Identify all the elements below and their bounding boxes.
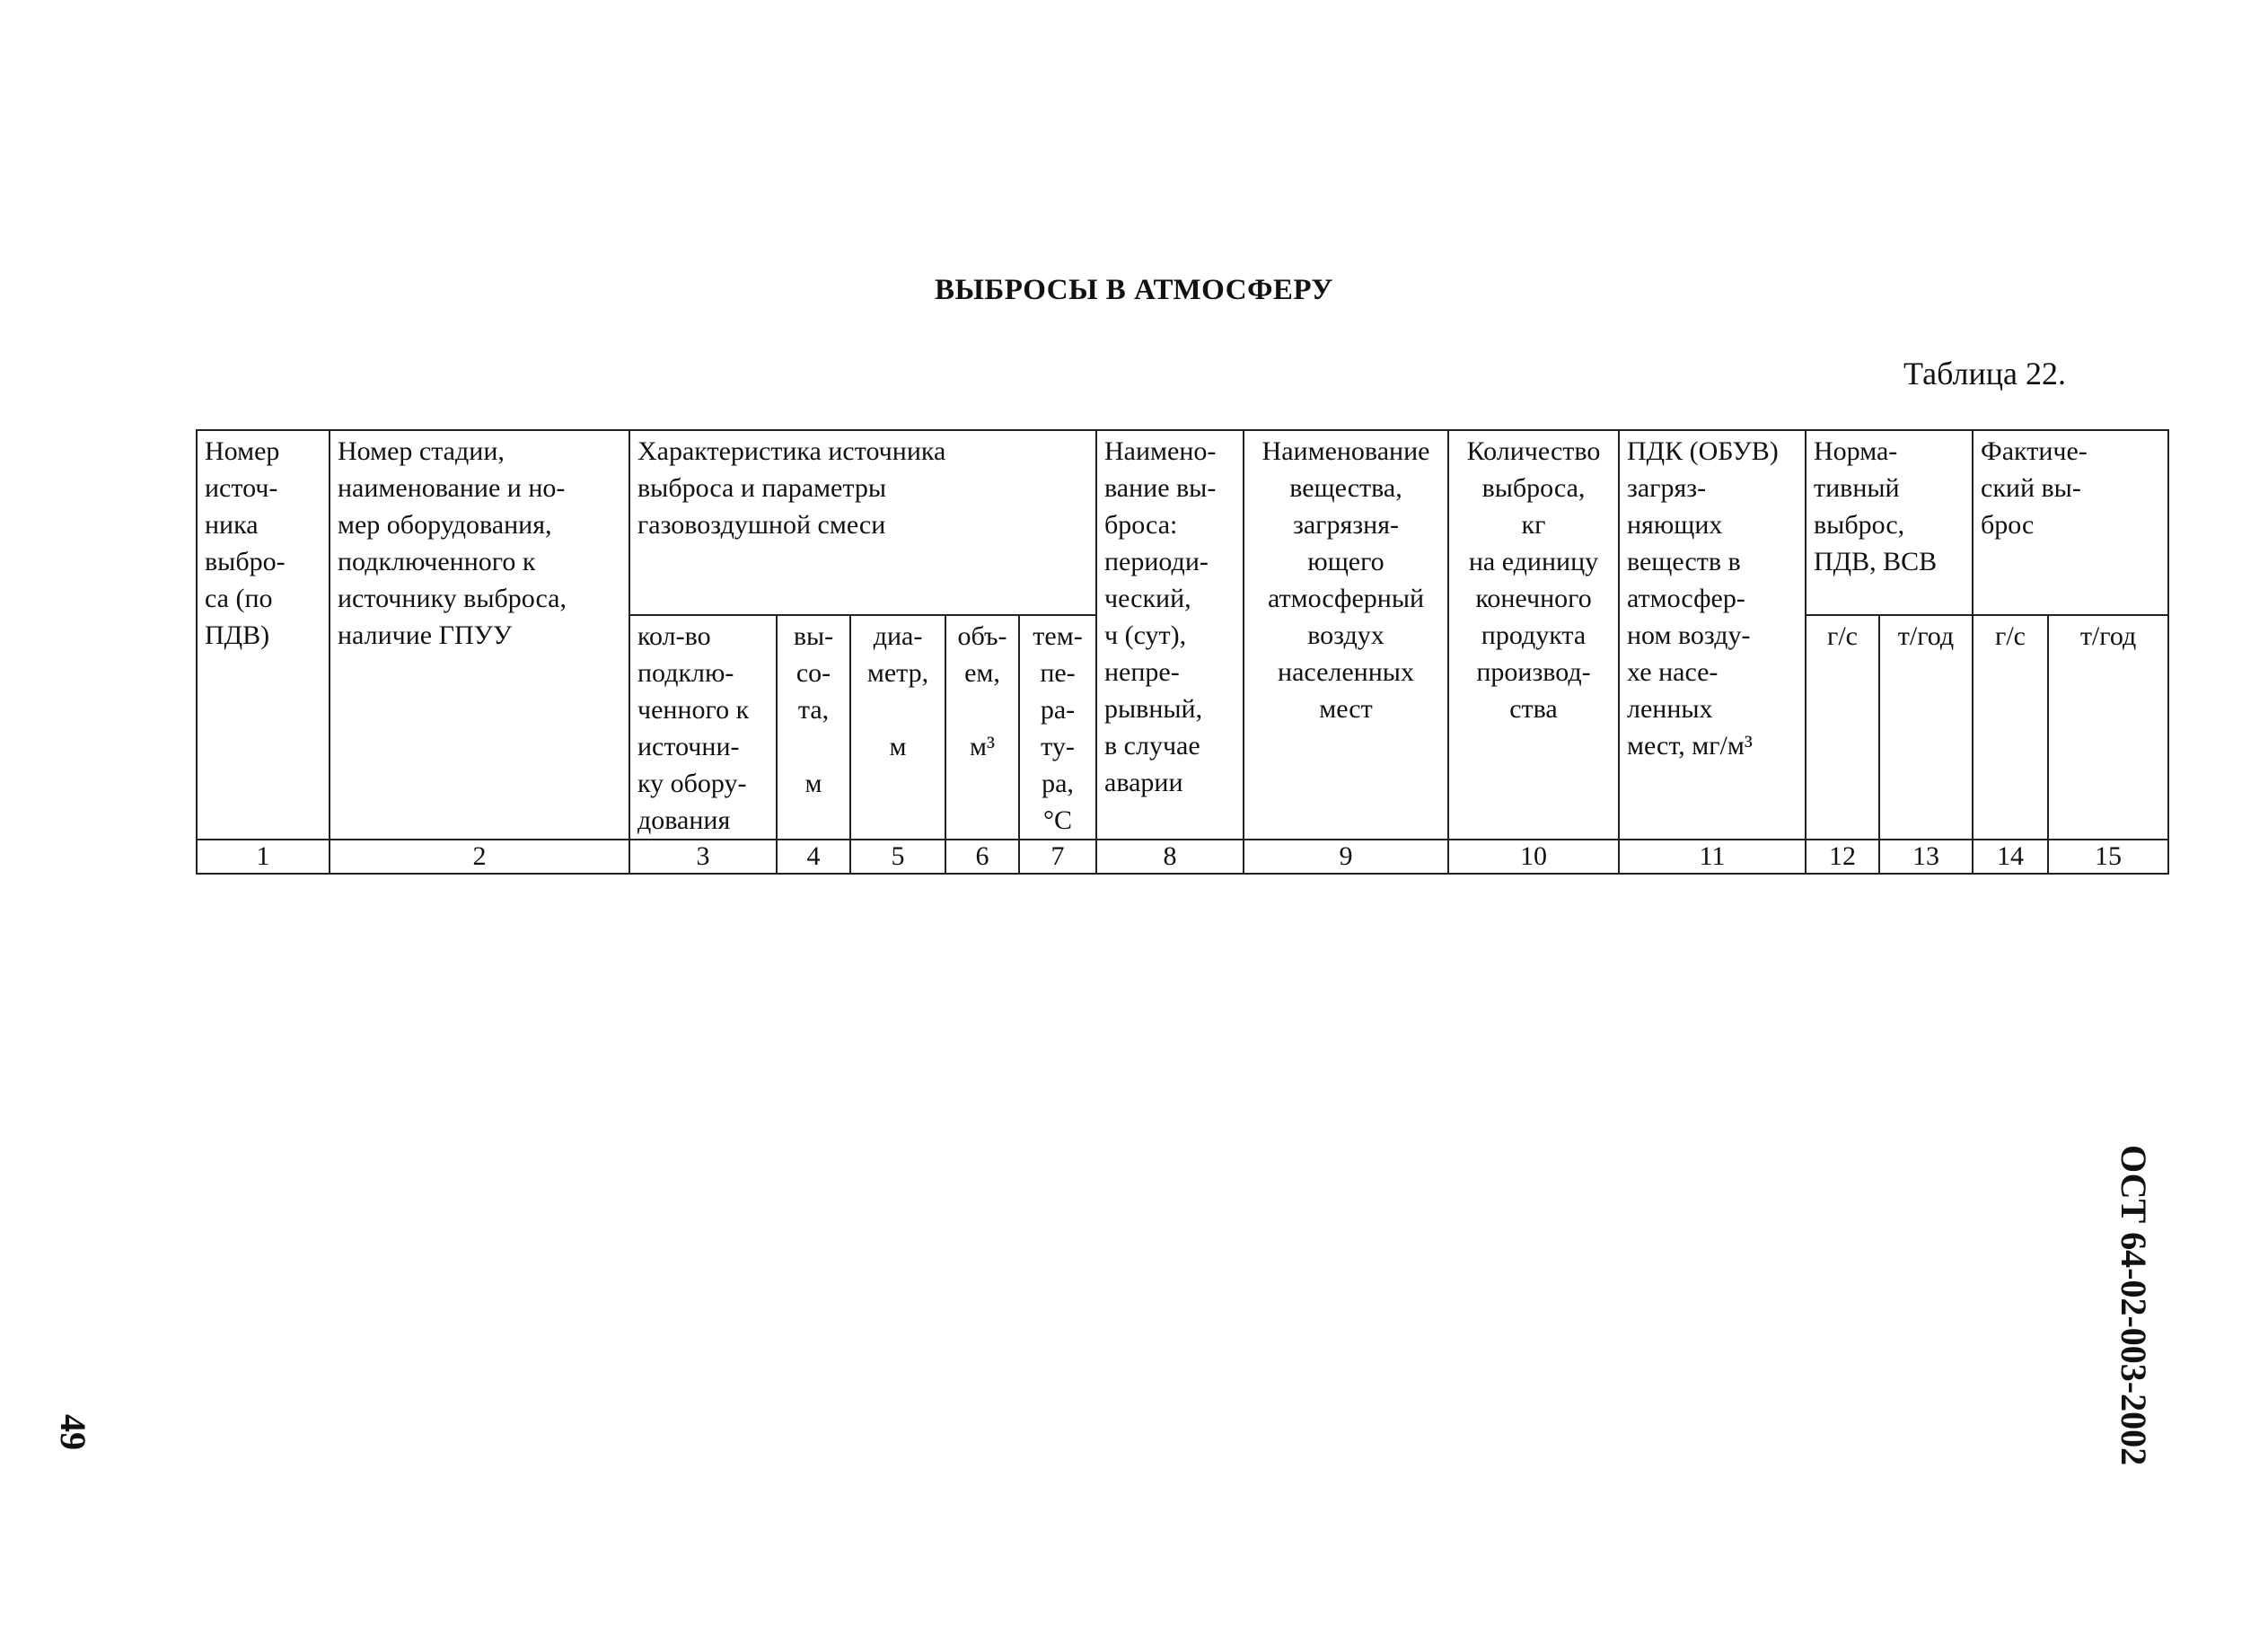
page-number: 49 <box>53 1414 93 1450</box>
column-number: 11 <box>1619 840 1806 874</box>
header-substance-name: Наименование вещества, загрязня- ющего атмосферный воздух населенных мест <box>1244 430 1448 840</box>
header-normative-emission: Норма- тивный выброс, ПДВ, ВСВ <box>1806 430 1973 615</box>
table-label: Таблица 22. <box>1903 356 2066 391</box>
document-code: ОСТ 64-02-003-2002 <box>2114 1145 2154 1466</box>
column-number: 9 <box>1244 840 1448 874</box>
header-actual-emission: Фактиче- ский вы- брос <box>1973 430 2168 615</box>
column-number: 14 <box>1973 840 2048 874</box>
header-normative-tyear: т/год <box>1879 615 1973 840</box>
header-source-characteristics: Характеристика источника выброса и параметры газовоздушной смеси <box>629 430 1096 615</box>
column-number: 12 <box>1806 840 1879 874</box>
header-emission-quantity: Количество выброса, кг на единицу конечного продукта производ- ства <box>1448 430 1619 840</box>
header-actual-tyear: т/год <box>2048 615 2168 840</box>
column-number: 13 <box>1879 840 1973 874</box>
header-pdk: ПДК (ОБУВ) загряз- няющих веществ в атмосфер- ном возду- хе насе- ленных мест, мг/м³ <box>1619 430 1806 840</box>
column-number: 3 <box>629 840 777 874</box>
column-number: 2 <box>330 840 629 874</box>
header-height: вы- со- та, м <box>777 615 850 840</box>
header-equipment-count: кол-во подклю- ченного к источни- ку обору- дования <box>629 615 777 840</box>
header-normative-gs: г/с <box>1806 615 1879 840</box>
column-number: 6 <box>945 840 1019 874</box>
column-number: 15 <box>2048 840 2168 874</box>
header-actual-gs: г/с <box>1973 615 2048 840</box>
column-number: 1 <box>197 840 330 874</box>
header-temperature: тем- пе- ра- ту- ра, °С <box>1019 615 1096 840</box>
column-number-row <box>197 840 2168 874</box>
header-source-number: Номер источ- ника выбро- са (по ПДВ) <box>197 430 330 840</box>
header-stage-equipment: Номер стадии, наименование и но- мер оборудования, подключенного к источнику выброса, наличие ГПУУ <box>330 430 629 840</box>
header-emission-name: Наимено- вание вы- броса: периоди- ческий, ч (сут), непре- рывный, в случае аварии <box>1096 430 1244 840</box>
column-number: 4 <box>777 840 850 874</box>
column-number: 10 <box>1448 840 1619 874</box>
header-volume: объ- ем, м³ <box>945 615 1019 840</box>
header-diameter: диа- метр, м <box>850 615 945 840</box>
column-number: 8 <box>1096 840 1244 874</box>
page-title: ВЫБРОСЫ В АТМОСФЕРУ <box>935 274 1333 306</box>
column-number: 7 <box>1019 840 1096 874</box>
column-number: 5 <box>850 840 945 874</box>
emissions-table <box>196 429 2169 875</box>
